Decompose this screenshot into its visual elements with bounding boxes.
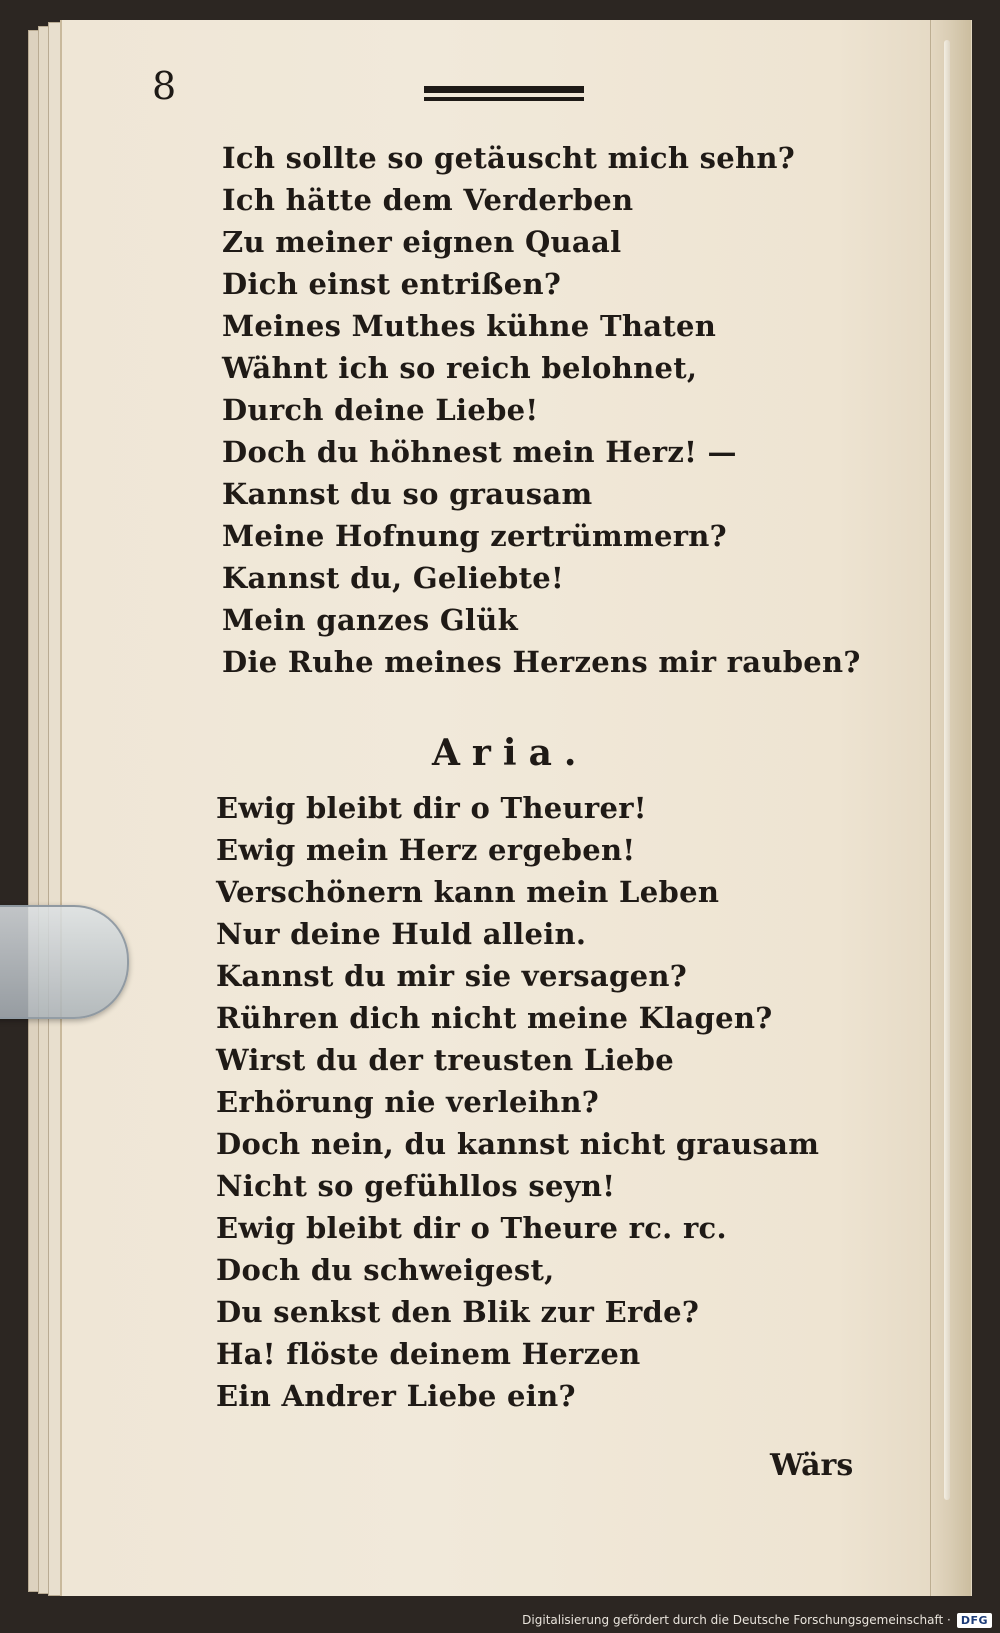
recitative-line: Durch deine Liebe! bbox=[222, 393, 539, 427]
recitative-line: Ich hätte dem Verderben bbox=[222, 183, 634, 217]
recitative-line: Meine Hofnung zertrümmern? bbox=[222, 519, 727, 553]
recitative-line: Meines Muthes kühne Thaten bbox=[222, 309, 717, 343]
aria-line: Rühren dich nicht meine Klagen? bbox=[216, 1001, 773, 1035]
aria-line: Ha! flöste deinem Herzen bbox=[216, 1337, 641, 1371]
aria-line: Verschönern kann mein Leben bbox=[216, 875, 720, 909]
recitative-line: Zu meiner eignen Quaal bbox=[222, 225, 622, 259]
aria-line: Kannst du mir sie versagen? bbox=[216, 959, 688, 993]
recitative-line: Doch du höhnest mein Herz! — bbox=[222, 435, 737, 469]
page-number: 8 bbox=[152, 64, 177, 108]
recitative-line: Ich sollte so getäuscht mich sehn? bbox=[222, 141, 796, 175]
page-clip bbox=[0, 905, 129, 1019]
recitative-line: Dich einst entrißen? bbox=[222, 267, 562, 301]
recitative-line: Die Ruhe meines Herzens mir rauben? bbox=[222, 645, 861, 679]
recitative-line: Mein ganzes Glük bbox=[222, 603, 519, 637]
recitative-line: Wähnt ich so reich belohnet, bbox=[222, 351, 698, 385]
aria-line: Wirst du der treusten Liebe bbox=[216, 1043, 674, 1077]
digitization-footer bbox=[522, 1610, 992, 1630]
aria-heading: Aria. bbox=[432, 732, 589, 774]
aria-line: Ein Andrer Liebe ein? bbox=[216, 1379, 576, 1413]
footer-credit: Digitalisierung gefördert durch die Deutsche Forschungsgemeinschaft · bbox=[522, 1613, 951, 1627]
dfg-logo-icon: DFG bbox=[957, 1613, 992, 1628]
aria-line: Erhörung nie verleihn? bbox=[216, 1085, 600, 1119]
aria-line: Ewig bleibt dir o Theure rc. rc. bbox=[216, 1211, 727, 1245]
catchword: Wärs bbox=[770, 1448, 854, 1483]
recitative-line: Kannst du, Geliebte! bbox=[222, 561, 565, 595]
aria-line: Ewig bleibt dir o Theurer! bbox=[216, 791, 647, 825]
aria-line: Nur deine Huld allein. bbox=[216, 917, 587, 951]
aria-line: Nicht so gefühllos seyn! bbox=[216, 1169, 616, 1203]
aria-line: Du senkst den Blik zur Erde? bbox=[216, 1295, 700, 1329]
aria-line: Doch du schweigest, bbox=[216, 1253, 555, 1287]
aria-line: Doch nein, du kannst nicht grausam bbox=[216, 1127, 820, 1161]
recitative-line: Kannst du so grausam bbox=[222, 477, 593, 511]
aria-line: Ewig mein Herz ergeben! bbox=[216, 833, 636, 867]
